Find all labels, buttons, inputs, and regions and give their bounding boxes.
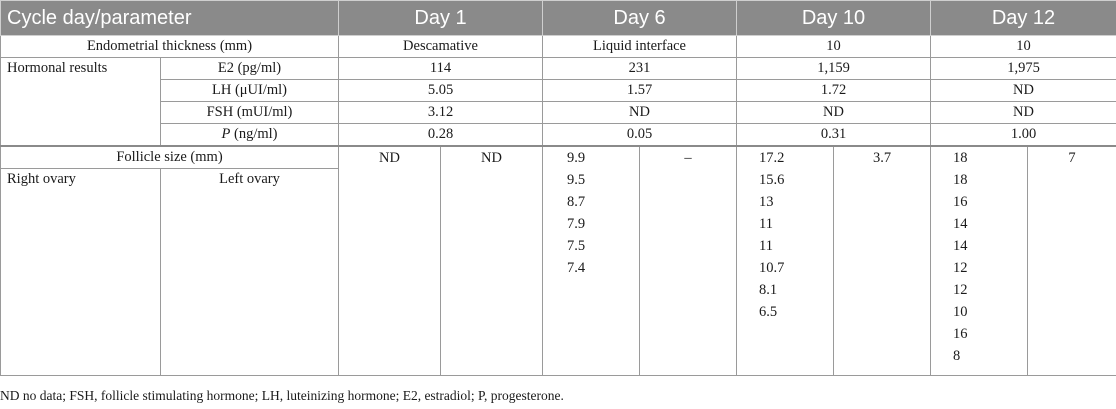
follicle-value: 8: [953, 348, 961, 364]
hormonal-label: Hormonal results: [1, 58, 161, 147]
endometrial-row: [1, 36, 1116, 58]
hormone-name: E2 (pg/ml): [161, 58, 339, 80]
header-parameter: Cycle day/parameter: [1, 1, 339, 36]
hormone-row-p: [1, 124, 1116, 147]
hormone-value: ND: [737, 102, 931, 124]
hormone-row-lh: [1, 80, 1116, 102]
follicle-day6-left: [640, 146, 737, 376]
hormone-value: 5.05: [339, 80, 543, 102]
hormone-value: 1.57: [543, 80, 737, 102]
header-day1: Day 1: [339, 1, 543, 36]
follicle-day1-right: [339, 146, 441, 376]
follicle-day10-right: [737, 146, 834, 376]
follicle-value: 12: [953, 282, 968, 298]
follicle-value: 17.2: [759, 150, 785, 166]
endometrial-day10: 10: [737, 36, 931, 58]
hormone-value: 0.05: [543, 124, 737, 147]
follicle-value: 16: [953, 326, 968, 342]
follicle-value: ND: [379, 150, 400, 166]
follicle-value: 7.9: [567, 216, 586, 232]
hormone-value: ND: [931, 102, 1116, 124]
header-row: [1, 1, 1116, 36]
follicle-value: 11: [759, 216, 773, 232]
hormone-row-fsh: [1, 102, 1116, 124]
follicle-value: –: [684, 150, 692, 166]
follicle-value: 7: [1068, 150, 1076, 166]
hormone-value: 1,975: [931, 58, 1116, 80]
follicle-value: 18: [953, 150, 968, 166]
hormone-value: 1,159: [737, 58, 931, 80]
endometrial-day12: 10: [931, 36, 1116, 58]
right-ovary-label: Right ovary: [1, 169, 161, 376]
follicle-label: Follicle size (mm): [1, 146, 339, 169]
left-ovary-label: Left ovary: [161, 169, 339, 376]
hormone-value: 0.31: [737, 124, 931, 147]
endometrial-day1: Descamative: [339, 36, 543, 58]
follicle-value: 11: [759, 238, 773, 254]
header-day6: Day 6: [543, 1, 737, 36]
hormone-value: ND: [543, 102, 737, 124]
follicle-day12-right: [931, 146, 1028, 376]
follicle-value: 14: [953, 216, 968, 232]
follicle-value: 13: [759, 194, 774, 210]
follicle-value: 9.5: [567, 172, 586, 188]
hormone-row-e2: [1, 58, 1116, 80]
hormone-name: LH (μUI/ml): [161, 80, 339, 102]
follicle-day1-left: [441, 146, 543, 376]
follicle-value: 10: [953, 304, 968, 320]
follicle-value: 9.9: [567, 150, 586, 166]
hormone-value: 114: [339, 58, 543, 80]
hormone-value: 1.00: [931, 124, 1116, 147]
hormone-name-italic: P: [221, 126, 231, 142]
hormone-value: 3.12: [339, 102, 543, 124]
table-footnote: ND no data; FSH, follicle stimulating hormone; LH, luteinizing hormone; E2, estradiol; P, progesterone.: [0, 388, 564, 403]
follicle-value: 7.5: [567, 238, 586, 254]
hormone-name-unit: (ng/ml): [230, 126, 278, 142]
follicle-value: 8.7: [567, 194, 586, 210]
hormone-value: 1.72: [737, 80, 931, 102]
hormone-value: 0.28: [339, 124, 543, 147]
follicle-label-row: [1, 146, 1116, 169]
follicle-value: 8.1: [759, 282, 778, 298]
hormone-name-p: [161, 124, 339, 147]
hormone-name: FSH (mUI/ml): [161, 102, 339, 124]
follicle-value: 16: [953, 194, 968, 210]
follicle-value: 15.6: [759, 172, 785, 188]
follicle-day6-right: [543, 146, 640, 376]
follicle-value: 6.5: [759, 304, 778, 320]
header-day10: Day 10: [737, 1, 931, 36]
follicle-day10-left: [834, 146, 931, 376]
follicle-value: 10.7: [759, 260, 785, 276]
follicle-value: 14: [953, 238, 968, 254]
follicle-day12-left: [1028, 146, 1116, 376]
follicle-value: 3.7: [872, 150, 892, 166]
follicle-value: ND: [481, 150, 502, 166]
hormone-value: 231: [543, 58, 737, 80]
follicle-value: 12: [953, 260, 968, 276]
endometrial-day6: Liquid interface: [543, 36, 737, 58]
header-day12: Day 12: [931, 1, 1116, 36]
follicle-value: 7.4: [567, 260, 586, 276]
endometrial-label: Endometrial thickness (mm): [1, 36, 339, 58]
follicle-value: 18: [953, 172, 968, 188]
hormone-value: ND: [931, 80, 1116, 102]
